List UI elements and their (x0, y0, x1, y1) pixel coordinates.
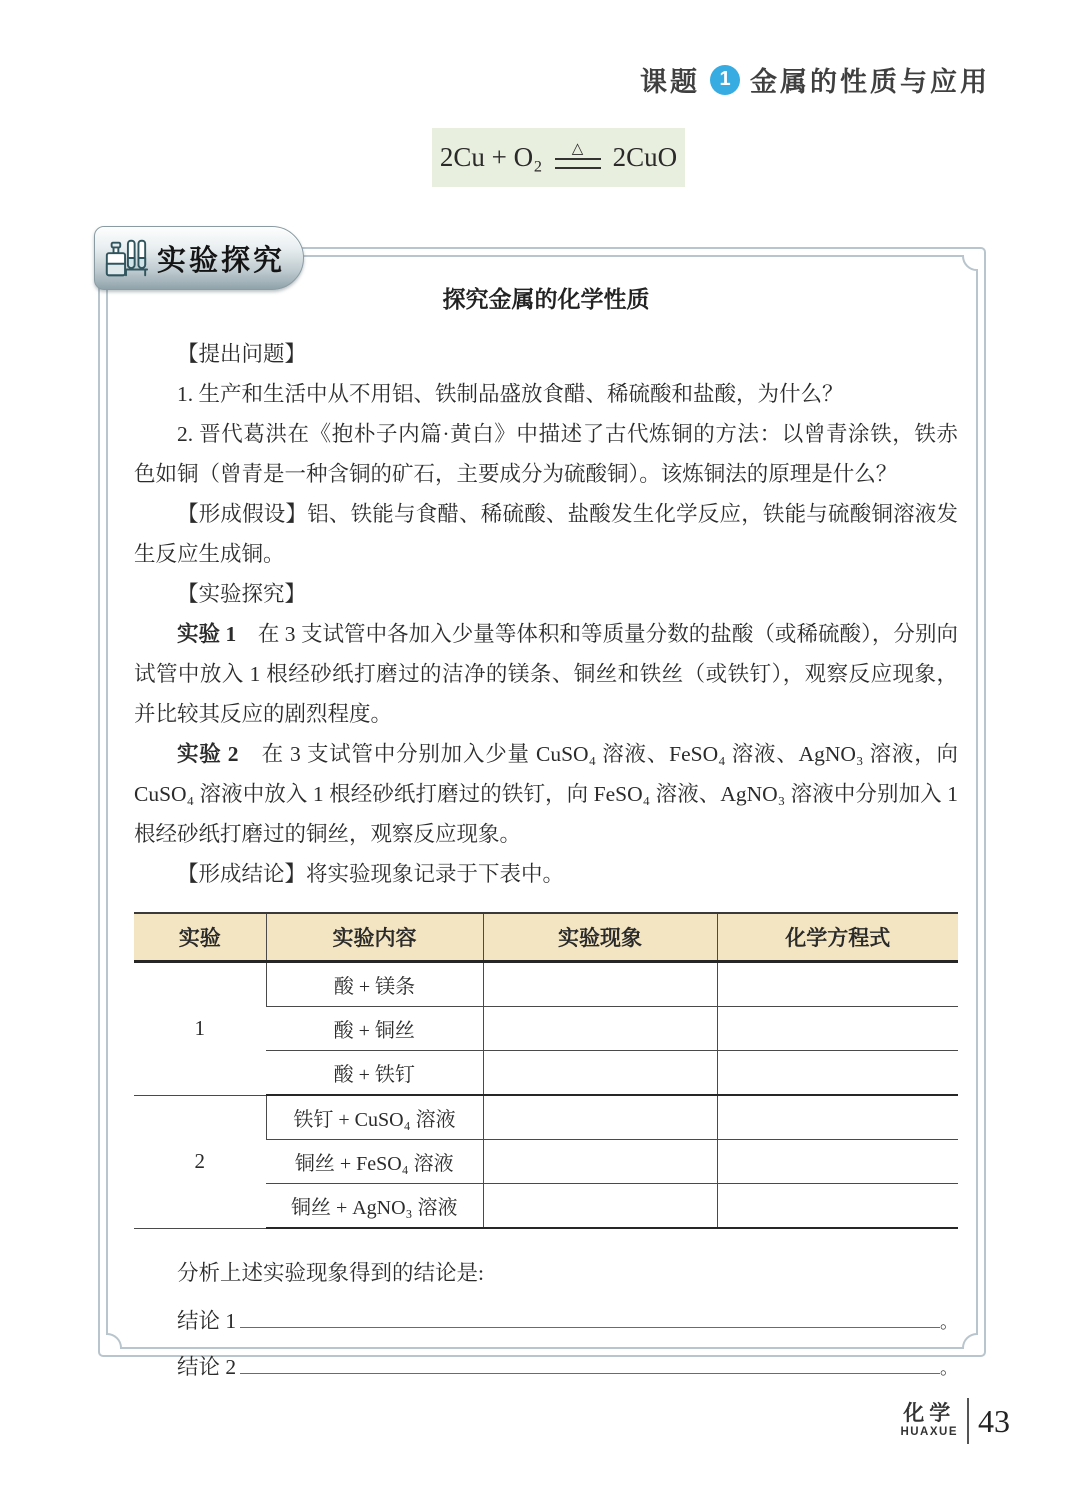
page-number: 43 (978, 1402, 1010, 1439)
explore-title: 探究金属的化学性质 (442, 286, 650, 312)
column-header-content: 实验内容 (266, 913, 483, 962)
footer-divider (967, 1398, 969, 1444)
page-footer (900, 1398, 1010, 1444)
content-cell: 铜丝 + AgNO₃ 溶液 (266, 1184, 483, 1229)
hypothesis-paragraph: 【形成假设】铝、铁能与食醋、稀硫酸、盐酸发生化学反应，铁能与硫酸铜溶液发生反应生成铜。 (134, 502, 958, 566)
phenomenon-blank-cell (483, 1184, 717, 1229)
equation-rhs: 2CuO (612, 142, 678, 172)
table-row (134, 962, 958, 1007)
content-cell: 酸 + 镁条 (266, 962, 483, 1007)
content-cell: 酸 + 铁钉 (266, 1051, 483, 1096)
content-cell: 酸 + 铜丝 (266, 1007, 483, 1051)
subject-name-cn: 化学 (903, 1402, 956, 1426)
experiment-explore-badge (94, 226, 304, 290)
content-cell: 铁钉 + CuSO₄ 溶液 (266, 1095, 483, 1140)
badge-label: 实验探究 (157, 244, 286, 277)
column-header-equation: 化学方程式 (717, 913, 958, 962)
equation-lhs: 2Cu + O₂ (439, 142, 543, 172)
explore-section (134, 282, 958, 1385)
conclusion-2-label: 结论 2 (177, 1355, 237, 1379)
conclusion-header: 【形成结论】将实验现象记录于下表中。 (177, 862, 565, 886)
experiment-results-table (134, 912, 958, 1229)
lab-equipment-icon (103, 234, 149, 282)
phenomenon-blank-cell (483, 962, 717, 1007)
table-header-row (134, 913, 958, 962)
conclusion-1-blank (240, 1293, 940, 1328)
experiment-2-paragraph (134, 734, 958, 854)
conclusion-2-line (134, 1339, 958, 1385)
ask-question-header: 【提出问题】 (177, 342, 307, 366)
question-2: 2. 晋代葛洪在《抱朴子内篇·黄白》中描述了古代炼铜的方法：以曾青涂铁，铁赤色如铜（曾青是一种含铜的矿石，主要成分为硫酸铜）。该炼铜法的原理是什么？ (134, 422, 958, 486)
equation-blank-cell (717, 1095, 958, 1140)
conclusion-1-line (134, 1293, 958, 1339)
subject-name-en: HUAXUE (900, 1426, 958, 1439)
phenomenon-blank-cell (483, 1140, 717, 1184)
conclusion-2-blank (240, 1339, 940, 1374)
experiment-1-text: 在 3 支试管中各加入少量等体积和等质量分数的盐酸（或稀硫酸），分别向试管中放入 1 根经砂纸打磨过的洁净的镁条、铜丝和铁丝（或铁钉），观察反应现象，并比较其反应的剧烈程度。 (134, 622, 958, 726)
question-1: 1. 生产和生活中从不用铝、铁制品盛放食醋、稀硫酸和盐酸，为什么？ (177, 382, 844, 406)
experiment-2-text: 在 3 支试管中分别加入少量 CuSO₄ 溶液、FeSO₄ 溶液、AgNO₃ 溶液，向 CuSO₄ 溶液中放入 1 根经砂纸打磨过的铁钉，向 FeSO₄ 溶液、AgNO₃ 溶液中分别加入 1 根经砂纸打磨过的铜丝，观察反应现象。 (134, 742, 958, 846)
experiment-2-id-cell: 2 (134, 1095, 266, 1228)
equation-blank-cell (717, 1007, 958, 1051)
equation-blank-cell (717, 1184, 958, 1229)
conclusion-1-label: 结论 1 (177, 1309, 237, 1333)
conclusion-1-period: 。 (940, 1312, 958, 1332)
course-title: 金属的性质与应用 (750, 67, 990, 97)
content-cell: 铜丝 + FeSO₄ 溶液 (266, 1140, 483, 1184)
experiment-1-paragraph (134, 614, 958, 734)
column-header-phenomenon: 实验现象 (483, 913, 717, 962)
experiment-1-id-cell: 1 (134, 962, 266, 1096)
conclusion-2-period: 。 (940, 1358, 958, 1378)
equation-condition (555, 140, 601, 169)
equation-blank-cell (717, 1051, 958, 1096)
phenomenon-blank-cell (483, 1095, 717, 1140)
equation-blank-cell (717, 1140, 958, 1184)
phenomenon-blank-cell (483, 1051, 717, 1096)
column-header-experiment: 实验 (134, 913, 266, 962)
double-equals-line (555, 158, 601, 169)
course-number-badge: 1 (710, 65, 740, 95)
conclusion-intro: 分析上述实验现象得到的结论是: (177, 1261, 484, 1285)
page-header (640, 60, 990, 99)
experiment-2-label: 实验 2 (177, 742, 239, 766)
chemical-equation-box (432, 128, 685, 187)
table-row (134, 1095, 958, 1140)
heat-triangle-symbol: △ (571, 140, 584, 157)
explore-header: 【实验探究】 (177, 582, 307, 606)
course-label: 课题 (640, 67, 700, 97)
phenomenon-blank-cell (483, 1007, 717, 1051)
experiment-1-label: 实验 1 (177, 622, 237, 646)
subject-brand (900, 1403, 958, 1439)
equation-blank-cell (717, 962, 958, 1007)
